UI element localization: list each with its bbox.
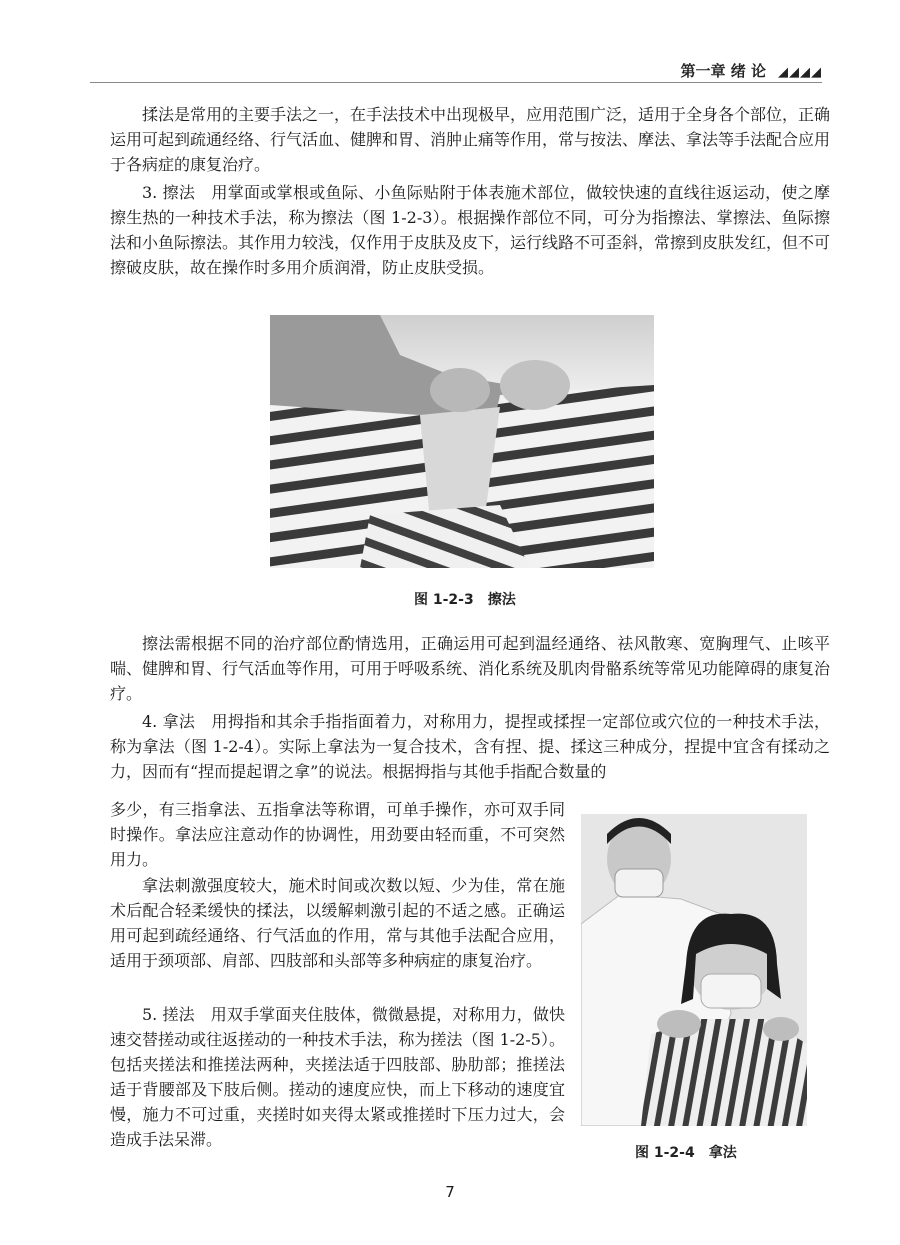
decorative-triangles: ◢◢◢◢ — [778, 65, 822, 80]
paragraph-rub-method: 揉法是常用的主要手法之一，在手法技术中出现极早，应用范围广泛，适用于全身各个部位，正确运用可起到疏通经络、行气活血、健脾和胃、消肿止痛等作用，常与按法、摩法、拿法等手法配合应用于各病症的康复治疗。 — [110, 105, 831, 174]
paragraph-twist-method: 5. 搓法 用双手掌面夹住肢体，微微悬提，对称用力，做快速交替搓动或往返搓动的一种技术手法，称为搓法（图 1-2-5）。包括夹搓法和推搓法两种，夹搓法适于四肢部、胁肋部；推搓法适于背腰部及下肢后侧。搓动的速度应快，而上下移动的速度宜慢，施力不可过重，夹搓时如夹得太紧或推搓时下压力过大，会造成手法呆滞。 — [110, 1005, 565, 1149]
figure-grasp-photo — [581, 814, 807, 1126]
paragraph-friction-indications: 擦法需根据不同的治疗部位酌情选用，正确运用可起到温经通络、祛风散寒、宽胸理气、止咳平喘、健脾和胃、行气活血等作用，可用于呼吸系统、消化系统及肌肉骨骼系统等常见功能障碍的康复治疗。 — [110, 634, 831, 703]
page-number: 7 — [445, 1183, 455, 1201]
grasp-photo-illustration — [581, 814, 807, 1126]
chapter-title: 第一章 绪 论 — [680, 62, 766, 80]
figure-friction-photo — [270, 315, 654, 568]
friction-photo-illustration — [270, 315, 654, 568]
figure-caption-1-2-3: 图 1-2-3 擦法 — [414, 592, 516, 608]
paragraph-friction-method: 3. 擦法 用掌面或掌根或鱼际、小鱼际贴附于体表施术部位，做较快速的直线往返运动，使之摩擦生热的一种技术手法，称为擦法（图 1-2-3）。根据操作部位不同，可分为指擦法、掌擦法、鱼际擦法和小鱼际擦法。其作用力较浅，仅作用于皮肤及皮下，运行线路不可歪斜，常擦到皮肤发红，但不可擦破皮肤，故在操作时多用介质润滑，防止皮肤受损。 — [110, 183, 831, 277]
paragraph-grasp-method-cont: 多少，有三指拿法、五指拿法等称谓，可单手操作，亦可双手同时操作。拿法应注意动作的协调性，用劲要由轻而重，不可突然用力。 — [110, 800, 565, 869]
figure-caption-1-2-4: 图 1-2-4 拿法 — [635, 1145, 737, 1161]
paragraph-grasp-indications: 拿法刺激强度较大，施术时间或次数以短、少为佳，常在施术后配合轻柔缓快的揉法，以缓解刺激引起的不适之感。正确运用可起到疏经通络、行气活血的作用，常与其他手法配合应用，适用于颈项部、肩部、四肢部和头部等多种病症的康复治疗。 — [110, 876, 565, 970]
header-rule — [90, 82, 822, 83]
running-header — [0, 60, 822, 81]
paragraph-grasp-method: 4. 拿法 用拇指和其余手指指面着力，对称用力，提捏或揉捏一定部位或穴位的一种技术手法，称为拿法（图 1-2-4）。实际上拿法为一复合技术，含有捏、提、揉这三种成分，捏提中宜含有揉动之力，因而有“捏而提起谓之拿”的说法。根据拇指与其他手指配合数量的 — [110, 712, 830, 781]
